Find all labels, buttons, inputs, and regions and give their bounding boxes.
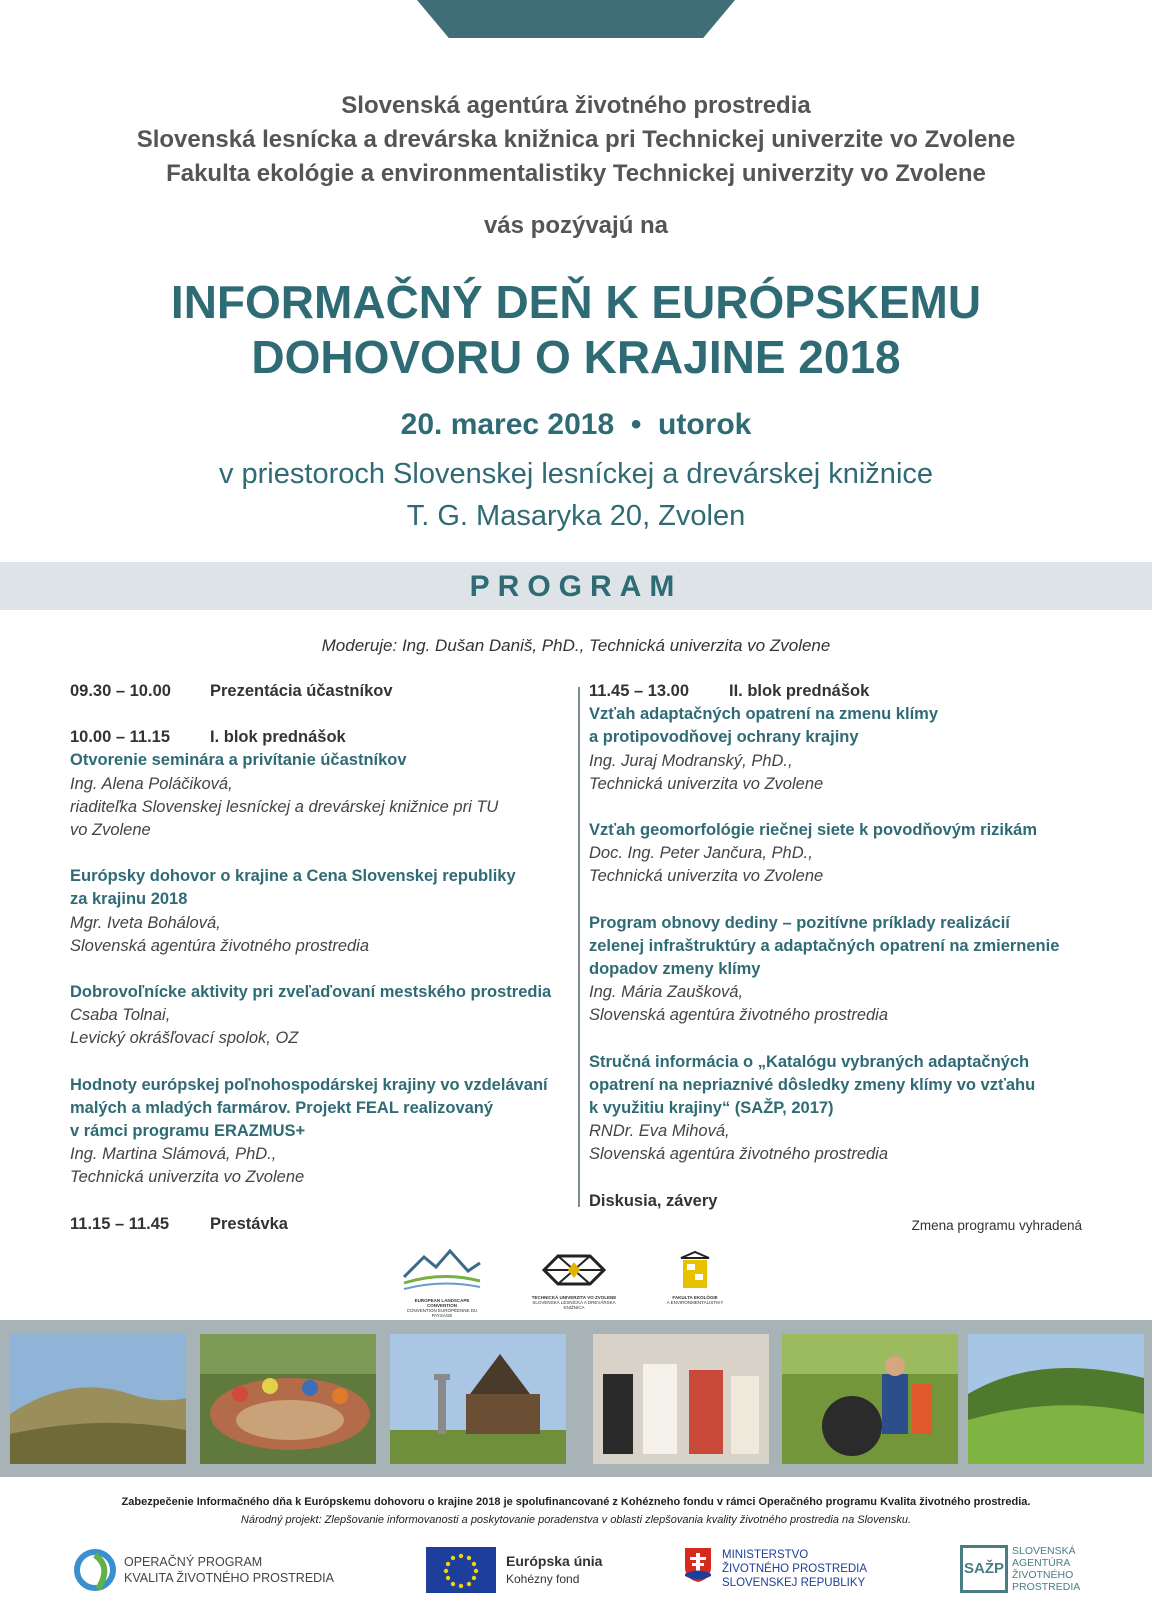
event-date: 20. marec 2018 • utorok [400,408,752,441]
library-emblem-icon [528,1250,620,1290]
organizer-3: Fakulta ekológie a environmentalistiky Technickej univerzity vo Zvolene [166,160,986,187]
fee-logo-text-1: FAKULTA EKOLÓGIE [672,1295,718,1300]
ministry-logo [684,1545,884,1597]
talk-speaker: Ing. Martina Slámová, PhD., [70,1145,277,1164]
talk-title: Hodnoty európskej poľnohospodárskej krajiny vo vzdelávaní [70,1075,548,1094]
mountain-icon [402,1245,482,1293]
talk-affiliation: Technická univerzita vo Zvolene [589,867,824,886]
ministry-line3: SLOVENSKEJ REPUBLIKY [722,1577,866,1589]
op-line2: KVALITA ŽIVOTNÉHO PROSTREDIA [124,1571,334,1585]
slot-label: I. blok prednášok [210,728,346,747]
talk-title: Stručná informácia o „Katalógu vybraných adaptačných [589,1052,1030,1071]
slot-time: 11.45 – 13.00 [589,682,690,700]
talk-title: zelenej infraštruktúry a adaptačných opatrení na zmiernenie [589,936,1060,955]
slot-time: 11.15 – 11.45 [70,1214,170,1233]
program-heading: PROGRAM [469,570,683,603]
closing-discussion: Diskusia, závery [589,1191,718,1210]
national-project-statement: Národný projekt: Zlepšovanie informovanosti a poskytovanie poradenstva v oblasti zlepšovania kvality životného prostredia na Slovensku. [240,1514,912,1526]
slot-label: II. blok prednášok [729,682,870,700]
talk-speaker: Ing. Alena Poláčiková, [70,774,233,793]
venue-line2: T. G. Masaryka 20, Zvolen [406,500,746,532]
fee-logo-text-2: A ENVIRONMENTALISTIKY [666,1300,724,1305]
talk-affiliation: Technická univerzita vo Zvolene [70,1168,305,1187]
sazp-line4: PROSTREDIA [1012,1581,1081,1593]
venue-line1: v priestoroch Slovenskej lesníckej a drevárskej knižnice [218,458,934,490]
ministry-line2: ŽIVOTNÉHO PROSTREDIA [722,1563,868,1575]
group-activity-photo [200,1334,376,1464]
talk-title: a protipovodňovej ochrany krajiny [589,728,859,747]
moderator: Moderuje: Ing. Dušan Daniš, PhD., Technická univerzita vo Zvolene [321,636,831,655]
green-valley-photo [968,1334,1144,1464]
elc-logo-text-1: EUROPEAN LANDSCAPE CONVENTION [414,1298,470,1308]
tu-logo-text-1: TECHNICKÁ UNIVERZITA VO ZVOLENE [531,1295,617,1300]
leaf-swirl-icon [72,1547,118,1593]
talk-title: opatrení na nepriaznivé dôsledky zmeny klímy vo vzťahu [589,1075,1036,1094]
schedule-slot [70,726,570,749]
talk-speaker: Doc. Ing. Peter Jančura, PhD., [589,844,813,863]
fee-logo [665,1250,725,1306]
talk-title: Vzťah geomorfológie riečnej siete k povodňovým rizikám [589,821,1038,840]
slovak-coat-of-arms-icon [684,1547,712,1583]
elc-logo-text-2: CONVENTION EUROPÉENNE DU PAYSAGE [406,1308,478,1318]
talk-speaker: Mgr. Iveta Bohálová, [70,913,221,932]
program-right-column [589,680,1109,1213]
invite-text: vás pozývajú na [483,212,669,239]
schedule-slot [70,680,570,703]
eu-cohesion-logo [426,1545,616,1597]
event-title-line1: INFORMAČNÝ DEŇ K EURÓPSKEMU [170,276,982,328]
slot-label: Prezentácia účastníkov [210,682,393,700]
ministry-line1: MINISTERSTVO [722,1549,809,1561]
talk-title: v rámci programu ERAZMUS+ [70,1122,306,1141]
folk-costumes-photo [593,1334,769,1464]
talk-title: Vzťah adaptačných opatrení na zmenu klímy [589,705,938,724]
talk-speaker: Csaba Tolnai, [70,1006,171,1025]
slot-label: Prestávka [210,1214,288,1233]
op-line1: OPERAČNÝ PROGRAM [124,1555,263,1569]
op-kzp-logo [72,1545,362,1597]
farmers-tractor-photo [782,1334,958,1464]
elc-logo [402,1245,482,1318]
wooden-church-photo [390,1334,566,1464]
organizer-1: Slovenská agentúra životného prostredia [341,92,811,119]
talk-affiliation: Technická univerzita vo Zvolene [589,774,824,793]
talk-title: Dobrovoľnícke aktivity pri zveľaďovaní mestského prostredia [70,983,552,1002]
talk-title: Európsky dohovor o krajine a Cena Slovenskej republiky [70,867,516,886]
column-divider [578,687,580,1207]
sazp-line3: ŽIVOTNÉHO [1012,1569,1074,1581]
talk-title: Otvorenie seminára a privítanie účastníkov [70,751,407,770]
talk-title: malých a mladých farmárov. Projekt FEAL realizovaný [70,1098,494,1117]
event-title-line2: DOHOVORU O KRAJINE 2018 [251,331,901,383]
talk-speaker: Ing. Juraj Modranský, PhD., [589,751,793,770]
sazp-mark-icon: SAŽP [960,1545,1008,1593]
slot-time: 09.30 – 10.00 [70,682,171,700]
eu-line2: Kohézny fond [506,1572,580,1586]
slot-time: 10.00 – 11.15 [70,728,171,747]
talk-affiliation: Slovenská agentúra životného prostredia [589,1145,889,1164]
talk-title: za krajinu 2018 [70,890,188,909]
talk-speaker: Ing. Mária Zaušková, [589,983,744,1002]
sazp-line2: AGENTÚRA [1012,1557,1071,1569]
sazp-logo [960,1545,1150,1597]
eu-line1: Európska únia [506,1553,603,1569]
funding-statement: Zabezpečenie Informačného dňa k Európskemu dohovoru o krajine 2018 je spolufinancované z Kohézneho fondu v rámci Operačného programu Kvalita životného prostredia. [121,1496,1031,1508]
program-change-note: Zmena programu vyhradená [911,1218,1082,1233]
talk-affiliation: vo Zvolene [70,821,151,840]
talk-title: Program obnovy dediny – pozitívne príklady realizácií [589,913,1010,932]
schedule-slot [589,680,1109,703]
talk-title: k využitiu krajiny“ (SAŽP, 2017) [589,1099,834,1118]
talk-affiliation: Levický okrášľovací spolok, OZ [70,1029,299,1048]
schedule-slot [70,1213,570,1236]
talk-title: dopadov zmeny klímy [589,960,761,979]
meadow-hill-photo [10,1334,186,1464]
talk-speaker: RNDr. Eva Mihová, [589,1122,730,1141]
talk-affiliation: riaditeľka Slovenskej lesníckej a drevárskej knižnice pri TU [70,797,499,816]
talk-affiliation: Slovenská agentúra životného prostredia [589,1006,889,1025]
program-left-column [70,680,570,1236]
eu-flag-icon [426,1547,496,1593]
faculty-emblem-icon [665,1250,725,1290]
tu-zvolen-logo [528,1250,620,1310]
top-decorative-tab [417,0,735,38]
organizer-2: Slovenská lesnícka a drevárska knižnica pri Technickej univerzite vo Zvolene [136,126,1016,153]
talk-affiliation: Slovenská agentúra životného prostredia [70,936,370,955]
sazp-line1: SLOVENSKÁ [1012,1545,1076,1557]
tu-logo-text-2: SLOVENSKÁ LESNÍCKA A DREVÁRSKA KNIŽNICA [532,1300,616,1310]
